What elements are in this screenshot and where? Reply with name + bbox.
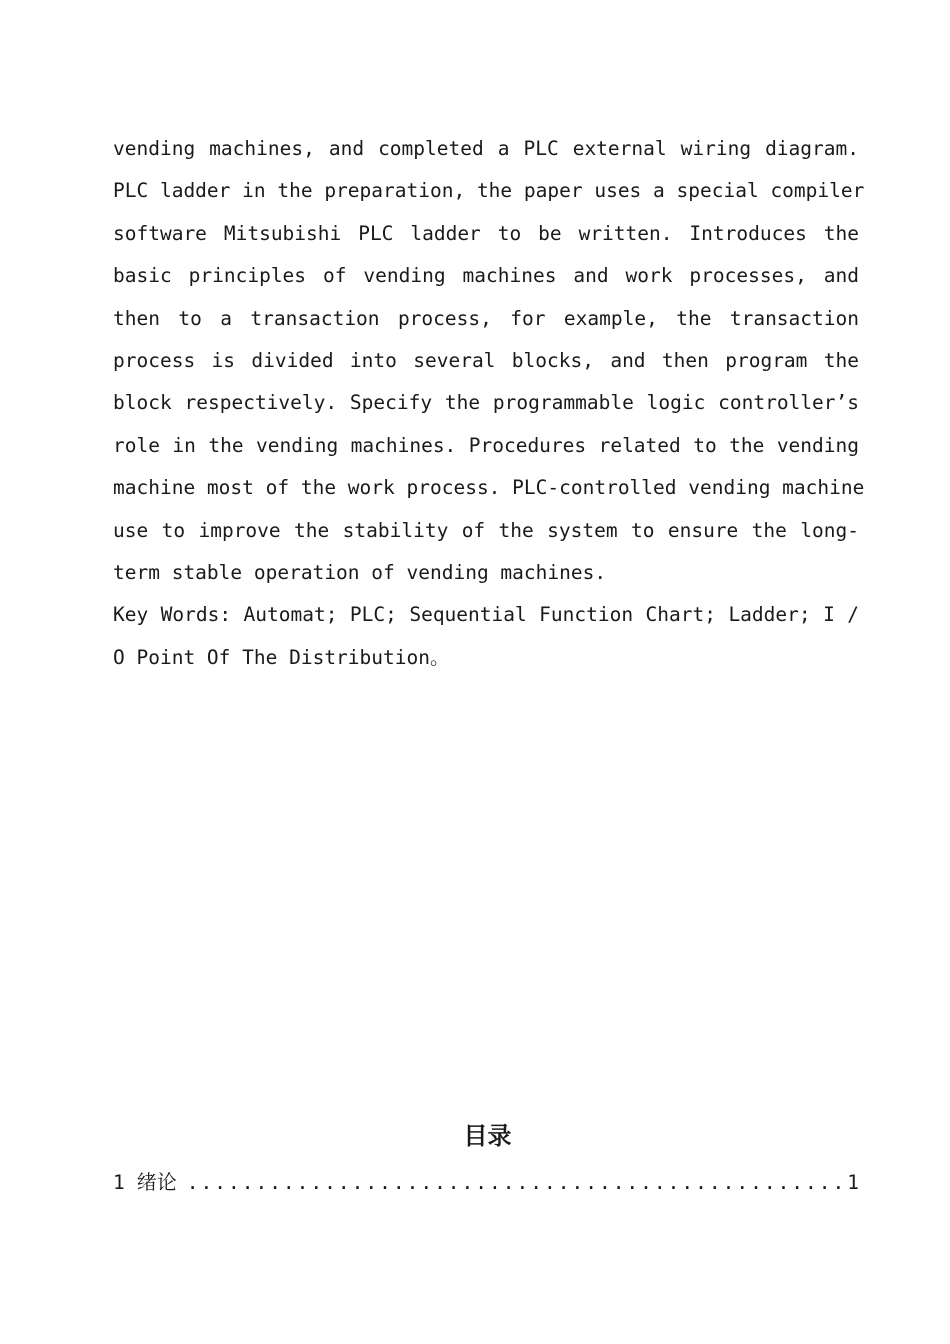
abstract-line: software Mitsubishi PLC ladder to be written. Introduces the <box>113 221 859 245</box>
keywords-line: O Point Of The Distribution。 <box>113 645 450 669</box>
abstract-body <box>113 128 865 679</box>
table-of-contents <box>113 1164 859 1201</box>
abstract-line: block respectively. Specify the programmable logic controller’s <box>113 391 859 415</box>
abstract-line: basic principles of vending machines and work processes, and <box>113 264 859 288</box>
abstract-line: PLC ladder in the preparation, the paper uses a special compiler <box>113 179 865 203</box>
toc-entry-page: 1 <box>847 1171 859 1194</box>
abstract-line: role in the vending machines. Procedures related to the vending <box>113 433 859 457</box>
toc-title: 目录 <box>463 1122 512 1150</box>
toc-entry-number: 1 <box>113 1171 125 1194</box>
toc-entry-label: 绪论 <box>136 1170 177 1194</box>
toc-entry[interactable] <box>113 1164 859 1201</box>
keywords-line: Key Words: Automat; PLC; Sequential Function Chart; Ladder; I / <box>113 603 859 627</box>
abstract-line: then to a transaction process, for example, the transaction <box>113 306 859 330</box>
abstract-line: use to improve the stability of the system to ensure the long- <box>113 518 859 542</box>
abstract-line: term stable operation of vending machines. <box>113 560 607 584</box>
toc-dot-leader <box>187 1165 844 1201</box>
abstract-line: vending machines, and completed a PLC external wiring diagram. <box>113 137 859 160</box>
abstract-line: machine most of the work process. PLC-controlled vending machine <box>113 476 865 500</box>
abstract-line: process is divided into several blocks, and then program the <box>113 348 859 372</box>
